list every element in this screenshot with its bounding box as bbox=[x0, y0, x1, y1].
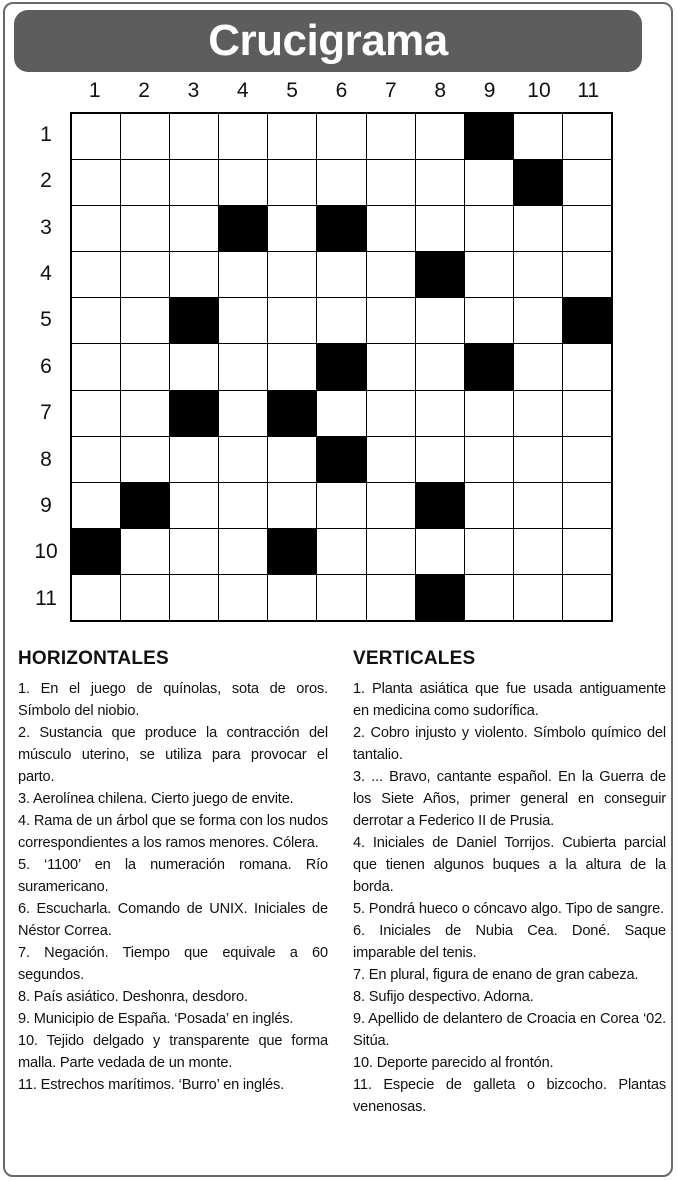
grid-cell-white[interactable] bbox=[268, 575, 316, 620]
grid-cell-white[interactable] bbox=[72, 206, 120, 251]
grid-cell-white[interactable] bbox=[121, 206, 169, 251]
grid-cell-white[interactable] bbox=[219, 391, 267, 436]
grid-cell-white[interactable] bbox=[563, 483, 611, 528]
clues-vertical bbox=[353, 648, 666, 1118]
grid-cell-white[interactable] bbox=[563, 252, 611, 297]
grid-cell-black bbox=[317, 344, 365, 389]
row-number: 10 bbox=[34, 540, 58, 564]
grid-cell-white[interactable] bbox=[317, 114, 365, 159]
grid-cell-black bbox=[563, 298, 611, 343]
clue-item: 8. Sufijo despectivo. Adorna. bbox=[353, 989, 534, 1005]
grid-cell-white[interactable] bbox=[514, 483, 562, 528]
grid-cell-white[interactable] bbox=[268, 344, 316, 389]
grid-cell-white[interactable] bbox=[416, 344, 464, 389]
clue-item: 11. Especie de galleta o bizcocho. Plantas venenosas. bbox=[353, 1077, 666, 1115]
clues-horizontal bbox=[18, 648, 328, 1096]
column-number: 1 bbox=[88, 79, 101, 102]
grid-cell-white[interactable] bbox=[268, 483, 316, 528]
grid-cell-white[interactable] bbox=[170, 483, 218, 528]
grid-cell-black bbox=[416, 252, 464, 297]
column-number: 10 bbox=[527, 79, 551, 102]
grid-cell-white[interactable] bbox=[219, 344, 267, 389]
column-number: 6 bbox=[335, 79, 348, 102]
grid-cell-white[interactable] bbox=[170, 206, 218, 251]
grid-cell-white[interactable] bbox=[514, 344, 562, 389]
clue-item: 4. Iniciales de Daniel Torrijos. Cubierta parcial que tienen algunos buques a la altura de la borda. bbox=[353, 835, 666, 895]
grid-cell-white[interactable] bbox=[170, 344, 218, 389]
grid-cell-white[interactable] bbox=[121, 437, 169, 482]
grid-cell-white[interactable] bbox=[367, 114, 415, 159]
grid-cell-white[interactable] bbox=[367, 160, 415, 205]
grid-cell-white[interactable] bbox=[317, 529, 365, 574]
grid-cell-white[interactable] bbox=[170, 575, 218, 620]
grid-cell-white[interactable] bbox=[121, 252, 169, 297]
row-number: 8 bbox=[40, 447, 52, 471]
grid-cell-white[interactable] bbox=[72, 114, 120, 159]
clues-vertical-list bbox=[353, 678, 666, 1118]
grid-cell-white[interactable] bbox=[219, 529, 267, 574]
clue-item: 7. En plural, figura de enano de gran cabeza. bbox=[353, 967, 639, 983]
grid-cell-white[interactable] bbox=[367, 483, 415, 528]
grid-cell-white[interactable] bbox=[416, 114, 464, 159]
grid-cell-white[interactable] bbox=[219, 575, 267, 620]
grid-cell-white[interactable] bbox=[514, 391, 562, 436]
grid-cell-white[interactable] bbox=[367, 206, 415, 251]
clues-horizontal-list bbox=[18, 678, 328, 1096]
grid-cell-white[interactable] bbox=[317, 298, 365, 343]
grid-cell-white[interactable] bbox=[514, 206, 562, 251]
grid-cell-black bbox=[170, 298, 218, 343]
grid-cell-white[interactable] bbox=[367, 529, 415, 574]
grid-cell-white[interactable] bbox=[367, 252, 415, 297]
clue-item: 9. Municipio de España. ‘Posada’ en inglés. bbox=[18, 1011, 294, 1027]
grid-cell-black bbox=[121, 483, 169, 528]
row-number: 6 bbox=[40, 354, 52, 378]
column-number: 2 bbox=[138, 79, 150, 102]
grid-cell-white[interactable] bbox=[219, 160, 267, 205]
grid-cell-white[interactable] bbox=[317, 160, 365, 205]
grid-cell-black bbox=[268, 391, 316, 436]
grid-cell-white[interactable] bbox=[317, 252, 365, 297]
grid-cell-black bbox=[416, 483, 464, 528]
clue-item: 2. Cobro injusto y violento. Símbolo químico del tantalio. bbox=[353, 725, 666, 763]
row-number: 9 bbox=[40, 493, 52, 517]
grid-cell-white[interactable] bbox=[465, 391, 513, 436]
grid-cell-white[interactable] bbox=[170, 529, 218, 574]
grid-cell-white[interactable] bbox=[317, 575, 365, 620]
grid-cell-white[interactable] bbox=[563, 529, 611, 574]
grid-cell-white[interactable] bbox=[121, 575, 169, 620]
grid-cell-white[interactable] bbox=[514, 252, 562, 297]
title-banner bbox=[14, 10, 642, 72]
grid-cell-white[interactable] bbox=[72, 298, 120, 343]
clue-item: 9. Apellido de delantero de Croacia en Corea ‘02. Sitúa. bbox=[353, 1011, 666, 1049]
grid-cell-white[interactable] bbox=[268, 160, 316, 205]
column-number: 4 bbox=[236, 79, 249, 102]
grid-cell-white[interactable] bbox=[367, 575, 415, 620]
row-number: 1 bbox=[40, 123, 52, 146]
grid-cell-black bbox=[416, 575, 464, 620]
grid-cell-white[interactable] bbox=[514, 529, 562, 574]
column-number: 9 bbox=[483, 79, 496, 102]
grid-cell-white[interactable] bbox=[219, 252, 267, 297]
clue-item: 1. Planta asiática que fue usada antiguamente en medicina como sudorífica. bbox=[353, 681, 666, 719]
grid-cell-white[interactable] bbox=[563, 575, 611, 620]
grid-cell-white[interactable] bbox=[72, 437, 120, 482]
grid-cell-white[interactable] bbox=[416, 206, 464, 251]
clue-item: 1. En el juego de quínolas, sota de oros. Símbolo del niobio. bbox=[18, 681, 328, 719]
grid-cell-black bbox=[317, 206, 365, 251]
grid-cell-black bbox=[465, 114, 513, 159]
clue-item: 5. Pondrá hueco o cóncavo algo. Tipo de sangre. bbox=[353, 901, 664, 917]
grid-cell-black bbox=[268, 529, 316, 574]
grid-cell-white[interactable] bbox=[317, 483, 365, 528]
grid-cell-white[interactable] bbox=[121, 344, 169, 389]
clue-item: 3. Aerolínea chilena. Cierto juego de envite. bbox=[18, 791, 294, 807]
grid-cell-white[interactable] bbox=[72, 252, 120, 297]
grid-cell-black bbox=[317, 437, 365, 482]
column-number: 5 bbox=[286, 79, 298, 102]
grid-cell-white[interactable] bbox=[465, 298, 513, 343]
grid-cell-white[interactable] bbox=[416, 298, 464, 343]
crossword-grid bbox=[70, 112, 613, 622]
column-number: 8 bbox=[434, 79, 447, 102]
grid-cell-white[interactable] bbox=[465, 160, 513, 205]
grid-cell-white[interactable] bbox=[121, 529, 169, 574]
grid-cell-white[interactable] bbox=[367, 344, 415, 389]
grid-cell-white[interactable] bbox=[514, 437, 562, 482]
grid-cell-white[interactable] bbox=[416, 529, 464, 574]
row-number: 11 bbox=[35, 586, 57, 610]
grid-cell-black bbox=[219, 206, 267, 251]
column-number: 11 bbox=[577, 79, 600, 102]
grid-cell-black bbox=[465, 344, 513, 389]
grid-cell-white[interactable] bbox=[465, 252, 513, 297]
grid-cell-white[interactable] bbox=[563, 114, 611, 159]
clue-item: 8. País asiático. Deshonra, desdoro. bbox=[18, 989, 248, 1005]
grid-cell-white[interactable] bbox=[72, 391, 120, 436]
grid-cell-white[interactable] bbox=[416, 437, 464, 482]
grid-cell-white[interactable] bbox=[563, 206, 611, 251]
grid-cell-black bbox=[170, 391, 218, 436]
grid-cell-white[interactable] bbox=[563, 344, 611, 389]
grid-cell-white[interactable] bbox=[465, 206, 513, 251]
grid-cell-white[interactable] bbox=[268, 298, 316, 343]
row-number: 4 bbox=[40, 262, 52, 286]
grid-cell-white[interactable] bbox=[416, 160, 464, 205]
grid-cell-white[interactable] bbox=[219, 437, 267, 482]
grid-cell-white[interactable] bbox=[268, 206, 316, 251]
grid-cell-white[interactable] bbox=[465, 529, 513, 574]
clue-item: 6. Iniciales de Nubia Cea. Doné. Saque imparable del tenis. bbox=[353, 923, 666, 961]
grid-cell-black bbox=[514, 160, 562, 205]
clues-horizontal-heading: HORIZONTALES bbox=[18, 648, 169, 669]
row-number: 2 bbox=[40, 169, 52, 193]
grid-cell-white[interactable] bbox=[170, 160, 218, 205]
clues-vertical-heading: VERTICALES bbox=[353, 648, 476, 669]
row-number: 3 bbox=[40, 215, 52, 239]
grid-cell-white[interactable] bbox=[219, 114, 267, 159]
clue-item: 2. Sustancia que produce la contracción del músculo uterino, se utiliza para provocar el parto. bbox=[18, 725, 328, 785]
grid-cell-white[interactable] bbox=[465, 483, 513, 528]
clue-item: 3. ... Bravo, cantante español. En la Guerra de los Siete Años, primer general en conseguir derrotar a Federico II de Prusia. bbox=[353, 769, 666, 829]
grid-cell-white[interactable] bbox=[72, 575, 120, 620]
column-number: 3 bbox=[187, 79, 200, 102]
grid-cell-white[interactable] bbox=[72, 483, 120, 528]
grid-cell-white[interactable] bbox=[268, 114, 316, 159]
grid-cell-white[interactable] bbox=[367, 298, 415, 343]
clue-item: 4. Rama de un árbol que se forma con los nudos correspondientes a los ramos menores. Cólera. bbox=[18, 813, 328, 851]
grid-cell-white[interactable] bbox=[121, 114, 169, 159]
grid-cell-white[interactable] bbox=[170, 114, 218, 159]
grid-cell-white[interactable] bbox=[72, 344, 120, 389]
clue-item: 7. Negación. Tiempo que equivale a 60 segundos. bbox=[18, 945, 328, 983]
clue-item: 10. Deporte parecido al frontón. bbox=[353, 1055, 554, 1071]
grid-cell-white[interactable] bbox=[563, 391, 611, 436]
grid-cell-white[interactable] bbox=[563, 160, 611, 205]
grid-cell-white[interactable] bbox=[465, 575, 513, 620]
grid-cell-white[interactable] bbox=[514, 575, 562, 620]
grid-cell-white[interactable] bbox=[170, 252, 218, 297]
grid-cell-white[interactable] bbox=[563, 437, 611, 482]
grid-cell-white[interactable] bbox=[219, 298, 267, 343]
clue-item: 5. ‘1100’ en la numeración romana. Río suramericano. bbox=[18, 857, 328, 895]
row-number: 5 bbox=[40, 308, 52, 332]
grid-cell-white[interactable] bbox=[514, 114, 562, 159]
grid-cell-white[interactable] bbox=[121, 391, 169, 436]
grid-cell-white[interactable] bbox=[416, 391, 464, 436]
grid-cell-white[interactable] bbox=[317, 391, 365, 436]
grid-cell-white[interactable] bbox=[367, 437, 415, 482]
grid-cell-white[interactable] bbox=[514, 298, 562, 343]
grid-cell-white[interactable] bbox=[367, 391, 415, 436]
grid-cell-white[interactable] bbox=[121, 298, 169, 343]
clue-item: 10. Tejido delgado y transparente que forma malla. Parte vedada de un monte. bbox=[18, 1033, 328, 1071]
grid-cell-white[interactable] bbox=[121, 160, 169, 205]
grid-cell-white[interactable] bbox=[268, 437, 316, 482]
grid-cell-white[interactable] bbox=[268, 252, 316, 297]
grid-cell-white[interactable] bbox=[72, 160, 120, 205]
clue-item: 6. Escucharla. Comando de UNIX. Iniciales de Néstor Correa. bbox=[18, 901, 328, 939]
clue-item: 11. Estrechos marítimos. ‘Burro’ en inglés. bbox=[18, 1077, 285, 1093]
row-number: 7 bbox=[40, 401, 52, 425]
column-number: 7 bbox=[385, 79, 397, 102]
grid-cell-white[interactable] bbox=[465, 437, 513, 482]
grid-cell-white[interactable] bbox=[170, 437, 218, 482]
grid-cell-white[interactable] bbox=[219, 483, 267, 528]
page-title: Crucigrama bbox=[208, 16, 448, 65]
grid-cell-black bbox=[72, 529, 120, 574]
